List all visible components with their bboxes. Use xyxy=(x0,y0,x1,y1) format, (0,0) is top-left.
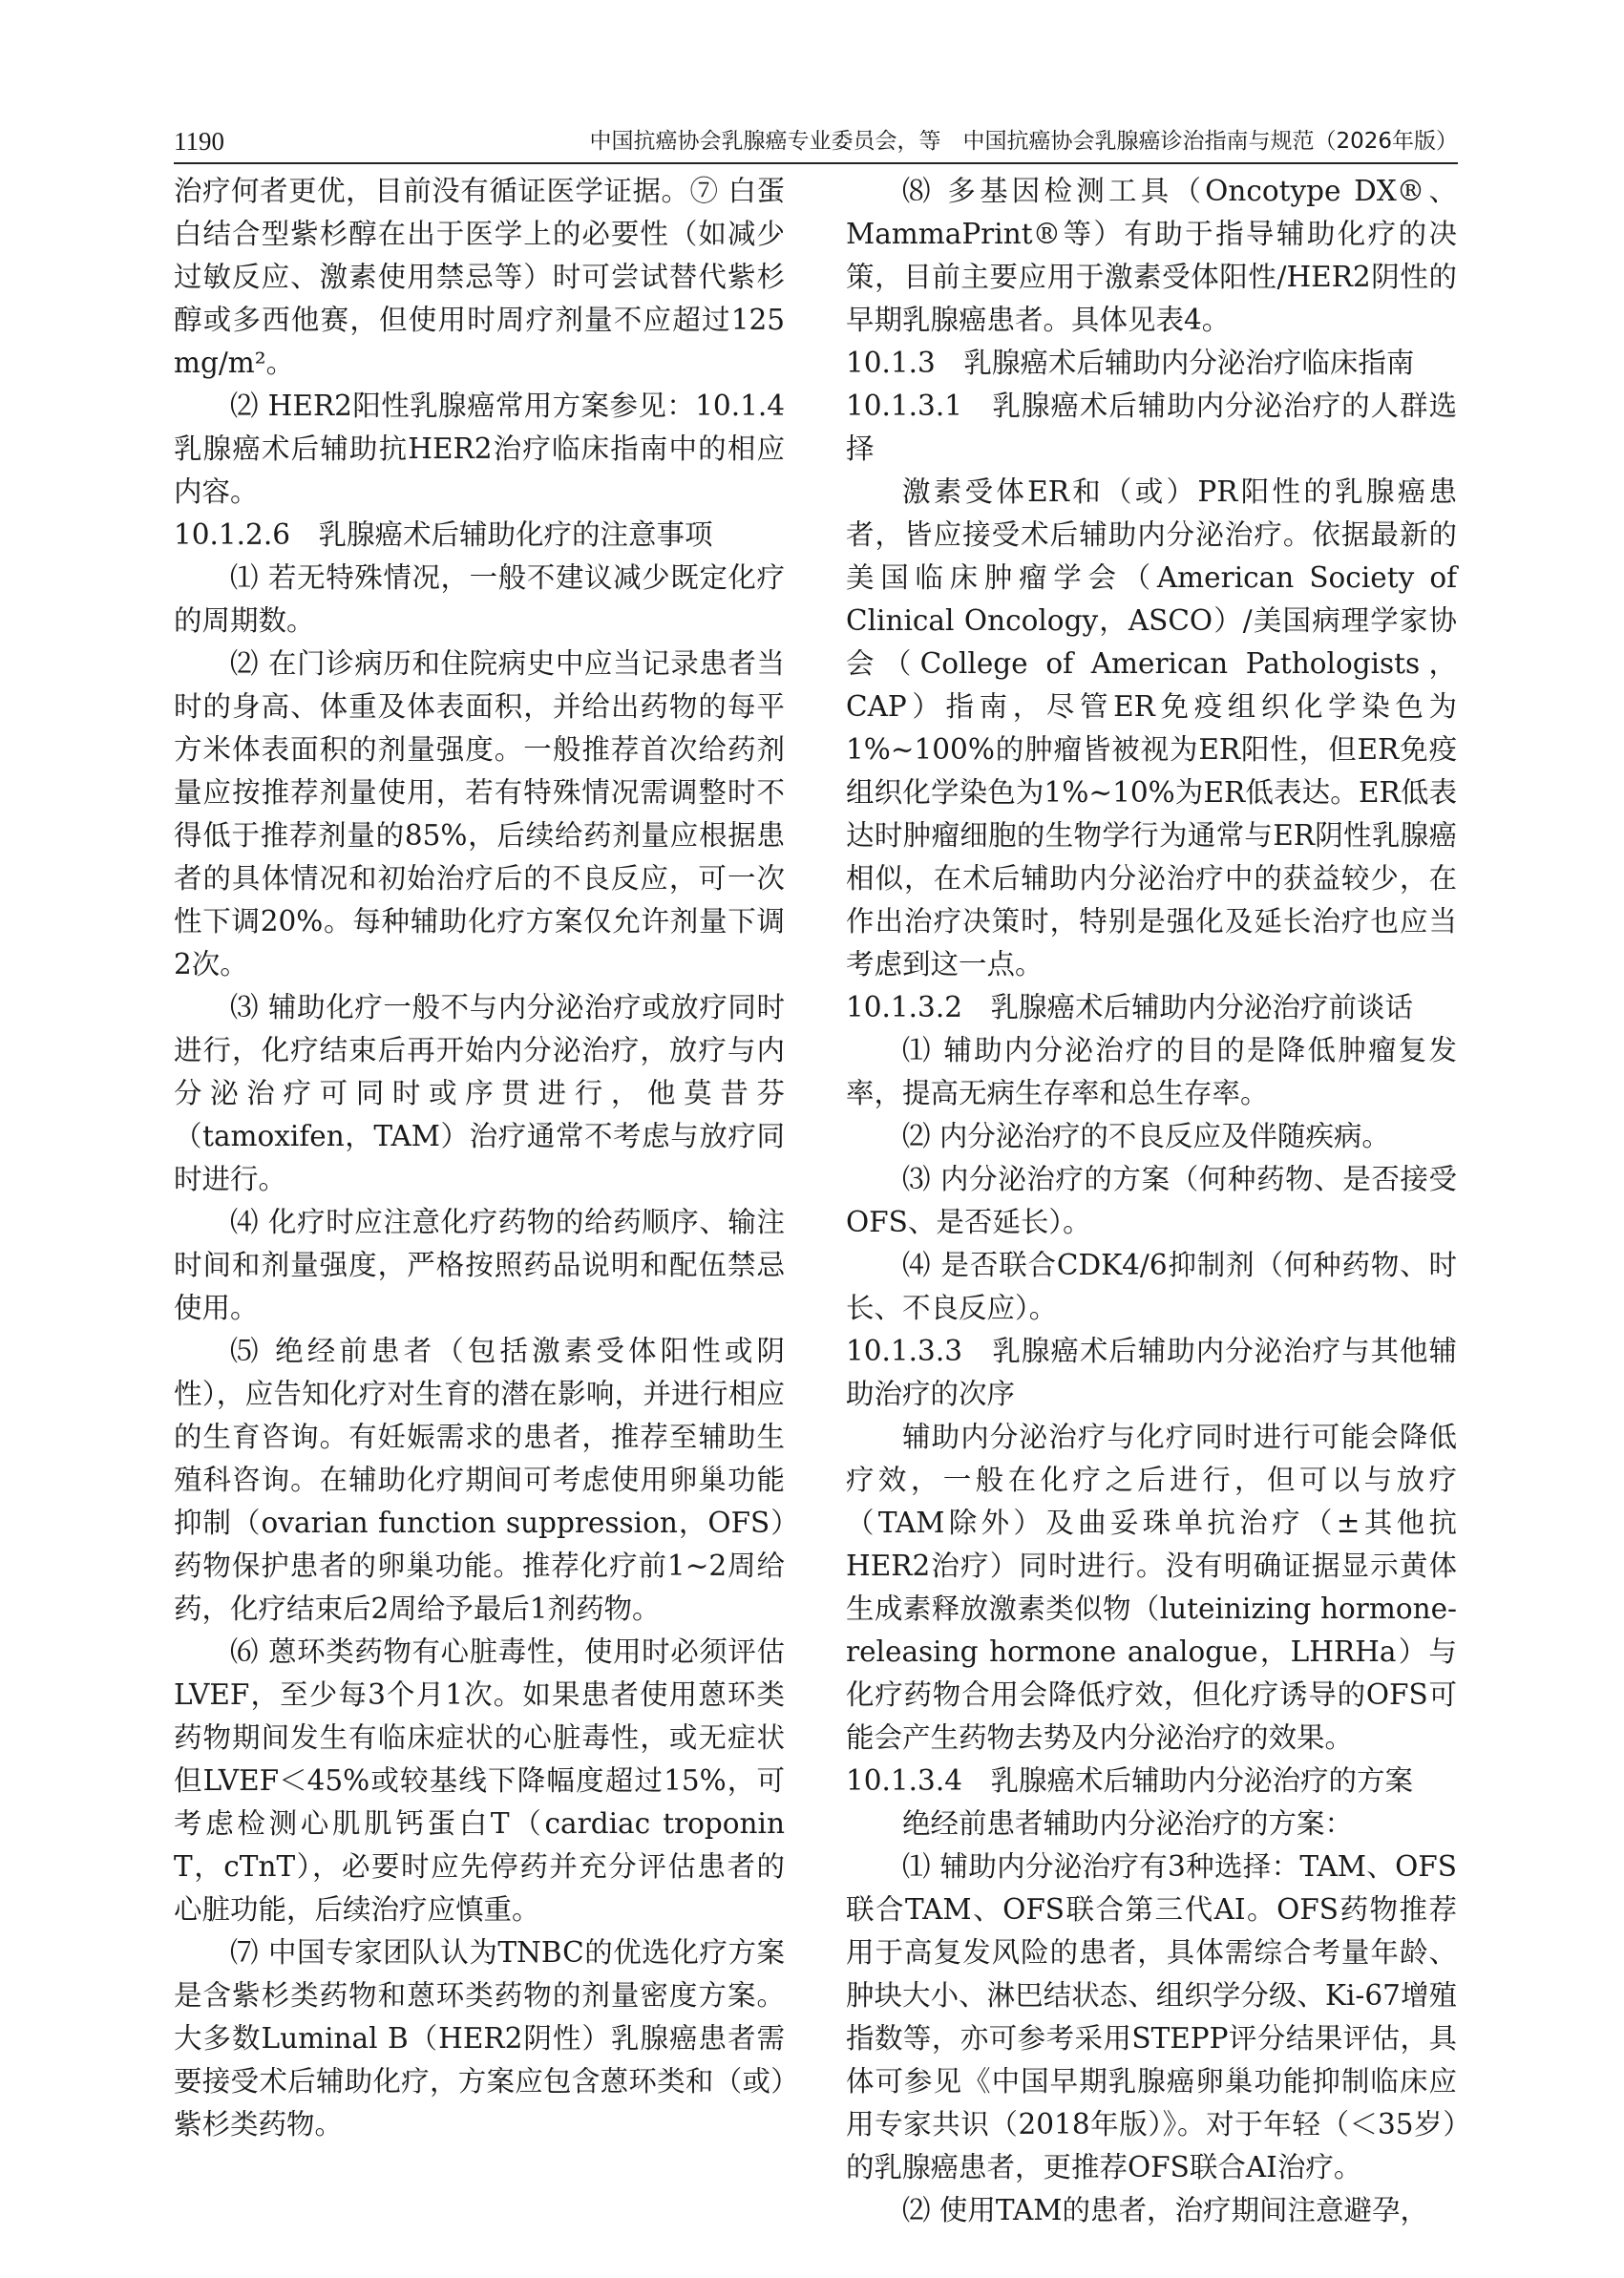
paragraph: ⑵ 内分泌治疗的不良反应及伴随疾病。 xyxy=(902,1120,1390,1152)
paragraph: 治疗何者更优，目前没有循证医学证据。⑦ 白蛋白结合型紫杉醇在出于医学上的必要性（如减少过敏反应、激素使用禁忌等）时可尝试替代紫杉醇或多西他赛，但使用时周疗剂量不应超过125 mg/m²。 xyxy=(174,175,785,379)
paragraph: ⑵ 在门诊病历和住院病史中应当记录患者当时的身高、体重及体表面积，并给出药物的每平方米体表面积的剂量强度。一般推荐首次给药剂量应按推荐剂量使用，若有特殊情况需调整时不得低于推荐剂量的85%，后续给药剂量应根据患者的具体情况和初始治疗后的不良反应，可一次性下调20%。每种辅助化疗方案仅允许剂量下调2次。 xyxy=(174,647,785,981)
subsection-heading: 10.1.3.2 乳腺癌术后辅助内分泌治疗前谈话 xyxy=(846,991,1413,1023)
paragraph: ⑺ 中国专家团队认为TNBC的优选化疗方案是含紫杉类药物和蒽环类药物的剂量密度方案。大多数Luminal B（HER2阴性）乳腺癌患者需要接受术后辅助化疗，方案应包含蒽环类和（或）紫杉类药物。 xyxy=(174,1936,785,2141)
paragraph: 绝经前患者辅助内分泌治疗的方案： xyxy=(902,1807,1354,1840)
paragraph: 辅助内分泌治疗与化疗同时进行可能会降低疗效，一般在化疗之后进行，但可以与放疗（TAM除外）及曲妥珠单抗治疗（±其他抗HER2治疗）同时进行。没有明确证据显示黄体生成素释放激素类似物（luteinizing hormone-releasing hormone analogue，LHRHa）与化疗药物合用会降低疗效，但化疗诱导的OFS可能会产生药物去势及内分泌治疗的效果。 xyxy=(846,1421,1457,1754)
paragraph: ⑻ 多基因检测工具（Oncotype DX®、MammaPrint®等）有助于指导辅助化疗的决策，目前主要应用于激素受体阳性/HER2阴性的早期乳腺癌患者。具体见表4。 xyxy=(846,175,1457,336)
page-header xyxy=(174,122,1458,160)
paragraph: ⑵ 使用TAM的患者，治疗期间注意避孕， xyxy=(902,2194,1428,2226)
running-title: 中国抗癌协会乳腺癌专业委员会，等 中国抗癌协会乳腺癌诊治指南与规范（2026年版） xyxy=(589,129,1458,154)
paragraph: ⑶ 内分泌治疗的方案（何种药物、是否接受OFS、是否延长）。 xyxy=(846,1163,1457,1238)
subsection-heading: 10.1.3.1 乳腺癌术后辅助内分泌治疗的人群选择 xyxy=(846,390,1457,465)
paragraph: ⑷ 化疗时应注意化疗药物的给药顺序、输注时间和剂量强度，严格按照药品说明和配伍禁忌使用。 xyxy=(174,1206,785,1324)
paragraph: ⑵ HER2阳性乳腺癌常用方案参见：10.1.4 乳腺癌术后辅助抗HER2治疗临床指南中的相应内容。 xyxy=(174,390,785,508)
paragraph: ⑷ 是否联合CDK4/6抑制剂（何种药物、时长、不良反应）。 xyxy=(846,1249,1457,1324)
paragraph: ⑴ 辅助内分泌治疗的目的是降低肿瘤复发率，提高无病生存率和总生存率。 xyxy=(846,1034,1457,1109)
section-heading: 10.1.2.6 乳腺癌术后辅助化疗的注意事项 xyxy=(174,518,713,551)
header-rule xyxy=(174,162,1458,164)
subsection-heading: 10.1.3.3 乳腺癌术后辅助内分泌治疗与其他辅助治疗的次序 xyxy=(846,1335,1457,1410)
paragraph: ⑴ 若无特殊情况，一般不建议减少既定化疗的周期数。 xyxy=(174,561,785,637)
paragraph: ⑴ 辅助内分泌治疗有3种选择：TAM、OFS联合TAM、OFS联合第三代AI。OFS药物推荐用于高复发风险的患者，具体需综合考量年龄、肿块大小、淋巴结状态、组织学分级、Ki-67增殖指数等，亦可参考采用STEPP评分结果评估，具体可参见《中国早期乳腺癌卵巢功能抑制临床应用专家共识（2018年版）》。对于年轻（＜35岁）的乳腺癌患者，更推荐OFS联合AI治疗。 xyxy=(846,1850,1457,2183)
subsection-heading: 10.1.3.4 乳腺癌术后辅助内分泌治疗的方案 xyxy=(846,1764,1413,1797)
right-column xyxy=(846,170,1457,2232)
section-heading: 10.1.3 乳腺癌术后辅助内分泌治疗临床指南 xyxy=(846,347,1415,379)
left-column xyxy=(174,170,785,2146)
page-number: 1190 xyxy=(174,127,224,156)
paragraph: ⑹ 蒽环类药物有心脏毒性，使用时必须评估LVEF，至少每3个月1次。如果患者使用蒽环类药物期间发生有临床症状的心脏毒性，或无症状但LVEF＜45%或较基线下降幅度超过15%，可考虑检测心肌肌钙蛋白T（cardiac troponin T，cTnT），必要时应先停药并充分评估患者的心脏功能，后续治疗应慎重。 xyxy=(174,1635,785,1926)
paragraph: ⑸ 绝经前患者（包括激素受体阳性或阴性），应告知化疗对生育的潜在影响，并进行相应的生育咨询。有妊娠需求的患者，推荐至辅助生殖科咨询。在辅助化疗期间可考虑使用卵巢功能抑制（ovarian function suppression，OFS）药物保护患者的卵巢功能。推荐化疗前1~2周给药，化疗结束后2周给予最后1剂药物。 xyxy=(174,1335,785,1625)
paragraph: ⑶ 辅助化疗一般不与内分泌治疗或放疗同时进行，化疗结束后再开始内分泌治疗，放疗与内分泌治疗可同时或序贯进行，他莫昔芬（tamoxifen，TAM）治疗通常不考虑与放疗同时进行。 xyxy=(174,991,785,1195)
paragraph: 激素受体ER和（或）PR阳性的乳腺癌患者，皆应接受术后辅助内分泌治疗。依据最新的美国临床肿瘤学会（American Society of Clinical Oncology，ASCO）/美国病理学家协会（College of American Pathologists，CAP）指南，尽管ER免疫组织化学染色为1%~100%的肿瘤皆被视为ER阳性，但ER免疫组织化学染色为1%~10%为ER低表达。ER低表达时肿瘤细胞的生物学行为通常与ER阴性乳腺癌相似，在术后辅助内分泌治疗中的获益较少，在作出治疗决策时，特别是强化及延长治疗也应当考虑到这一点。 xyxy=(846,475,1457,981)
